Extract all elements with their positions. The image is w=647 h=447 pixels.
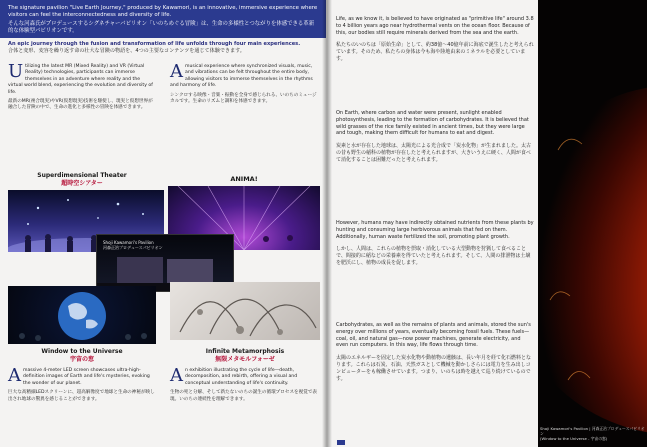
lead-ja: 合体と変形、変容を繰り返す命の壮大な冒険の物語を、4つの主要なコンテンツを通じて体験できます。: [8, 48, 245, 54]
superdimensional-caption-en: Superdimensional Theater: [37, 172, 127, 179]
infinite-caption-en: Infinite Metamorphosis: [205, 348, 285, 355]
window-caption: [8, 348, 156, 363]
anima-text: musical experience where synchronized visuals, music, and vibrations can be felt throughout the entire body, allowing visitors to immerse themselves in the rhythms and harmony of life.: [170, 64, 313, 89]
infinite-caption: [170, 348, 320, 363]
p2-en: On Earth, where carbon and water were present, sunlight enabled photosynthesis, leading to the formation of carbohydrates. It is believed that wild grasses of the rice family existed in ancient times, but they were large and tough, making them difficult for humans to eat and digest.: [336, 110, 529, 137]
pavilion-sign-ja: 河森正治プロデュースパビリオン: [103, 245, 163, 250]
sun-photo: [538, 0, 647, 447]
p3-en: However, humans may have indirectly obtained nutrients from these plants by hunting and consuming large herbivorous animals that fed on them. Additionally, human waste fertilized the soil, promoting plant growth.: [336, 220, 534, 240]
sun-credit-line2: (Window to the Universe - 宇宙の窓): [540, 436, 608, 441]
earth-illustration: [8, 286, 156, 344]
sun-photo-credit: [540, 426, 647, 441]
metamorphosis-photo: [170, 282, 320, 340]
anima-dropcap: A: [170, 61, 183, 82]
infinite-text-ja: 生物の死と分解、そして新たないのちの誕生の循環プロセスを視覚で表現。いのちの連続性を理解できます。: [170, 390, 318, 402]
window-caption-en: Window to the Universe: [41, 348, 123, 355]
sun-illustration: [538, 0, 647, 447]
p1-ja: 私たちのいのちは「原始生命」として、約38億〜40億年前に海底で誕生したと考えられています。そのため、私たちの身体は今も海や陸地由来のミネラルを必要としています。: [336, 42, 534, 62]
intro-banner: [0, 0, 326, 38]
window-text: massive 4-meter LED screen showcases ultra-high-definition images of Earth and life's mysteries, evoking the wonder of our planet.: [23, 368, 150, 386]
metamorphosis-illustration: [170, 282, 320, 340]
infinite-text: n exhibition illustrating the cycle of life—death, decomposition, and rebirth, offering a visual and conceptual understanding of life's continuity.: [185, 368, 298, 386]
window-text-ja: 巨大な高精細LEDスクリーンに、超高解像度で地球と生命の神秘が映し出され地球の驚異を感じることができます。: [8, 390, 155, 402]
window-dropcap: A: [8, 365, 21, 386]
p4-en: Carbohydrates, as well as the remains of plants and animals, stored the sun's energy over millions of years, eventually becoming fossil fuels. These fuels—coal, oil, and natural gas—now power machines, generate electricity, and even run computers. In this way, life flows through time.: [336, 322, 531, 349]
banner-intro-ja: そんな河森氏がプロデュースするシグネチャーパビリオン「いのちめぐる冒険」は、生命の多様性とつながりを体感できる革新的な体験型パビリオンです。: [8, 21, 315, 34]
infinite-dropcap: A: [170, 365, 183, 386]
superdimensional-caption-ja: 超時空シアター: [61, 179, 103, 187]
lead-en: An epic journey through the fusion and transformation of life unfolds through four main experiences.: [8, 41, 301, 47]
mr-description: [8, 61, 156, 112]
p2-ja: 炭素と水が存在した地球は、太陽光による光合成で「炭水化物」が生まれました。太古の昔も野生の稲科の植物が存在したと考えられますが、大きいうえに硬く、人間が食べて消化することは困難だったと考えられます。: [336, 143, 532, 163]
mr-dropcap: U: [8, 61, 24, 82]
mr-text: tilizing the latest MR (Mixed Reality) and VR (Virtual Reality) technologies, participants can immerse themselves in an adventure where reality and the virtual world blend, experiencing the evolution and diversity of life.: [8, 64, 153, 95]
infinite-description: [170, 365, 318, 403]
banner-intro-en: The signature pavilion "Live Earth Journey," produced by Kawamori, is an innovative, immersive experience where visitors can feel the interconnectedness and diversity of life.: [8, 5, 318, 18]
right-paragraph-3: [336, 220, 534, 267]
infinite-caption-ja: 無限メタモルフォーゼ: [215, 355, 275, 363]
anima-text-ja: シンクロする映像・音楽・振動を全身で感じられる、いのちのミュージカルです。生命のリズムと調和を体感できます。: [170, 92, 317, 105]
anima-caption: ANIMA!: [230, 175, 258, 183]
earth-photo: [8, 286, 156, 344]
page-marker: [337, 440, 345, 445]
p4-ja: 太陽のエネルギーを固定した炭水化物や動植物の遺骸は、長い年月を経て化石燃料となります。これらは石炭、石油、天然ガスとして機械を動かしさらには電力を生み出しコンピューターをも稼働させています。つまり、いのちは時を越えて巡り続けているのです。: [336, 355, 532, 382]
right-paragraph-4: [336, 322, 534, 382]
right-paragraph-1: [336, 16, 534, 63]
window-description: [8, 365, 156, 403]
sun-credit-line1: Shoji Kawamori's Pavilion | 河森正治プロデュースパビリオン: [540, 426, 645, 436]
right-paragraph-2: [336, 110, 534, 164]
p1-en: Life, as we know it, is believed to have originated as "primitive life" around 3.8 to 4 billion years ago near hydrothermal vents on the ocean floor. Because of this, our bodies still require minerals derived from the sea and the earth.: [336, 16, 534, 36]
p3-ja: しかし、人間は、これらの植物を摂取・消化している大型動物を狩猟して食べることで、間接的に稲などの栄養素を得ていたと考えられます。そして、人間の排泄物は土壌を肥沃にし、植物の成長を促します。: [336, 246, 531, 266]
window-caption-ja: 宇宙の窓: [69, 355, 94, 363]
mr-text-ja: 最新のMR(複合現実)やVR(仮想現実)技術を駆使し、現実と仮想世界が融合した冒険の中で、生命の進化と多様性の冒険を体感できます。: [8, 99, 153, 111]
anima-description: [170, 61, 318, 105]
page-gutter: [322, 0, 332, 447]
superdimensional-caption: [8, 172, 156, 187]
pavilion-sign-en: Shoji Kawamori's Pavilion: [103, 240, 154, 245]
